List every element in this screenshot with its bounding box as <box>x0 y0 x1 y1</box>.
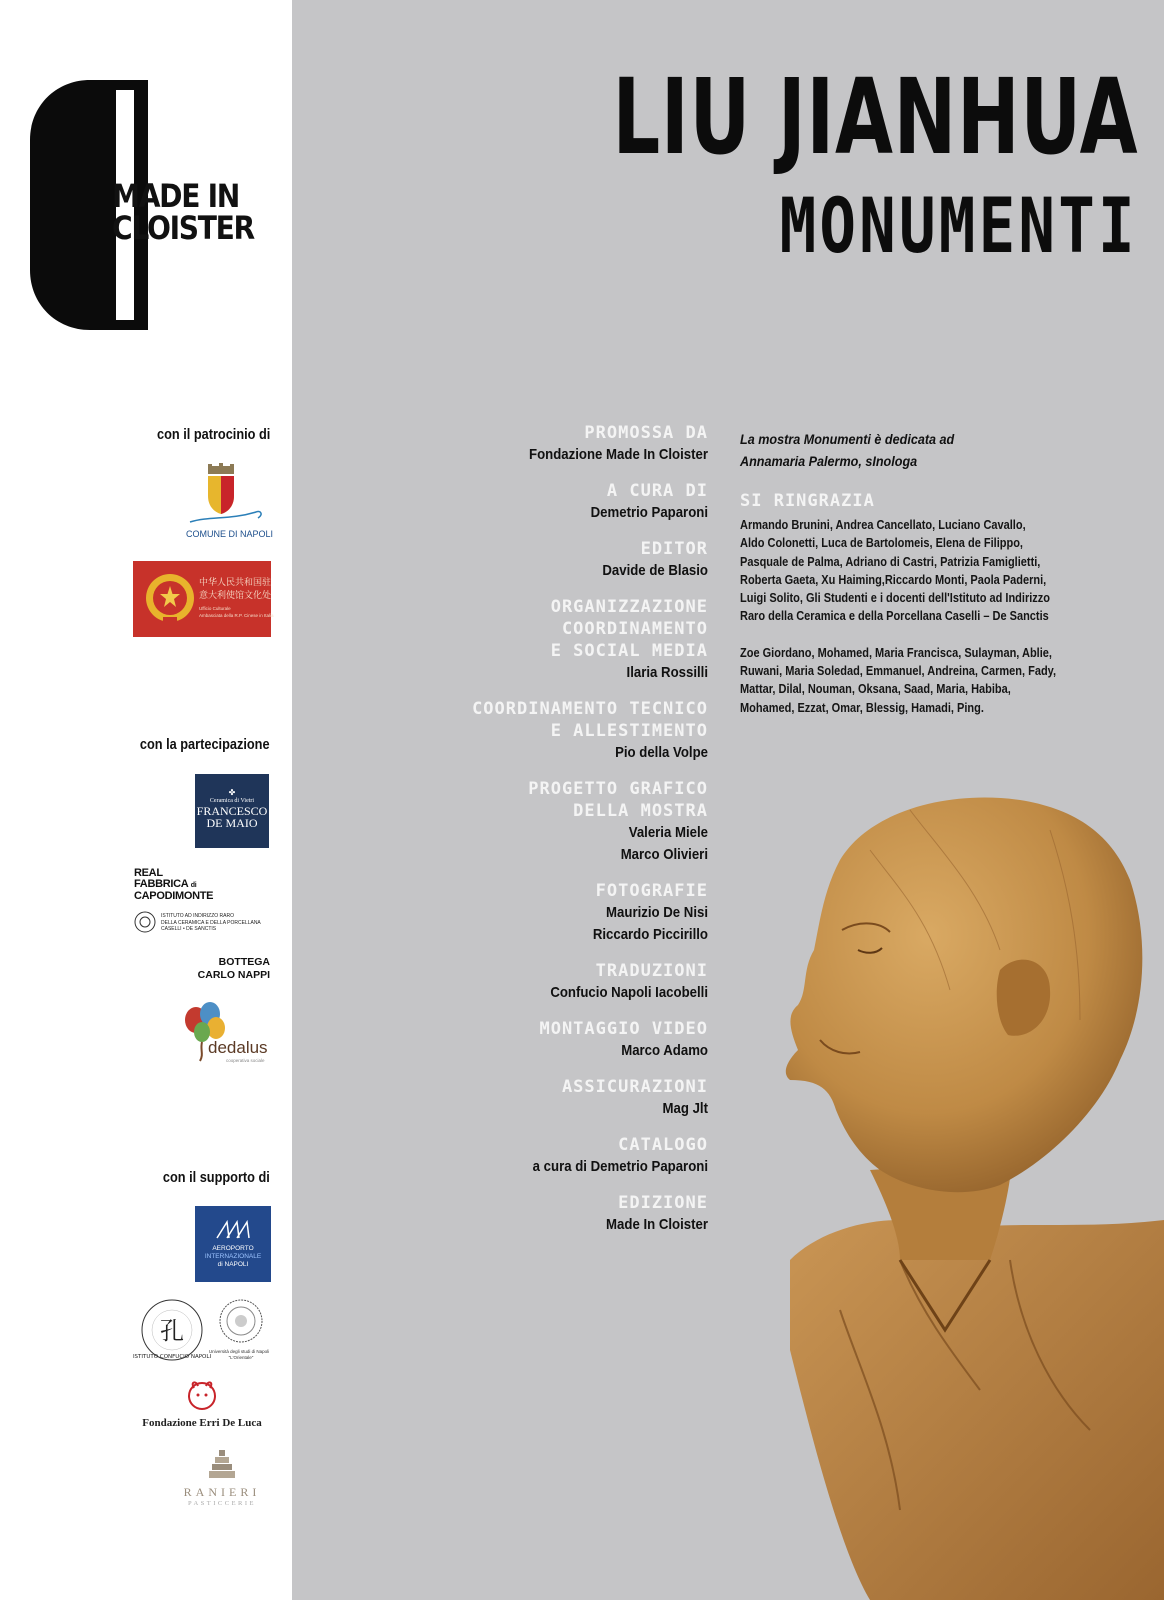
credit-block <box>378 1192 708 1236</box>
dedalus-sub: cooperativa sociale <box>226 1058 265 1063</box>
consulate-line-2: 意大利使馆文化处 <box>199 591 272 601</box>
istituto-seal-icon <box>134 911 156 933</box>
credit-block <box>378 422 708 466</box>
artist-title: LIU JIANHUA <box>612 56 1138 178</box>
credit-name: Ilaria Rossilli <box>626 664 708 681</box>
thanks-title: SI RINGRAZIA <box>740 491 875 511</box>
credit-name: a cura di Demetrio Paparoni <box>532 1158 708 1175</box>
credit-block <box>378 1018 708 1062</box>
credit-name: Pio della Volpe <box>615 744 708 761</box>
dedalus-logo <box>180 1000 274 1068</box>
support-label: con il supporto di <box>163 1169 270 1186</box>
erri-label: Fondazione Erri De Luca <box>142 1417 262 1429</box>
capodimonte-line-2: FABBRICA <box>134 878 189 890</box>
bottega-carlo-nappi-logo <box>198 956 270 982</box>
credit-block <box>378 538 708 582</box>
credit-role: CATALOGO <box>618 1135 708 1155</box>
bottega-line-1: BOTTEGA <box>218 956 270 968</box>
credit-name: Demetrio Paparoni <box>590 504 708 521</box>
dedication-line-1: La mostra Monumenti è dedicata ad <box>740 431 955 447</box>
logo-wordmark <box>112 177 254 247</box>
credit-role: EDIZIONE <box>618 1193 708 1213</box>
sidebar <box>0 0 292 1600</box>
thanks-paragraph-1: Armando Brunini, Andrea Cancellato, Luciano Cavallo, Aldo Colonetti, Luca de Bartolomeis, Elena de Filippo, Pasquale de Palma, Adriano di Castri, Patrizia Famiglietti, Roberta Gaeta, Xu Haiming,Riccardo Monti, Paola Paderni, Luigi Solito, Gli Studenti e i docenti dell'Istituto ad Indirizzo Raro della Ceramica e della Porcellana Caselli – De Sanctis <box>740 518 1051 624</box>
consulate-line-1: 中华人民共和国驻 <box>199 578 272 588</box>
comune-caption: COMUNE DI NAPOLI <box>186 529 274 539</box>
credit-name: Davide de Blasio <box>602 562 708 579</box>
credit-name: Mag Jlt <box>662 1100 708 1117</box>
participation-label: con la partecipazione <box>140 736 270 753</box>
dedalus-name: dedalus <box>208 1038 268 1057</box>
aeroporto-line-1: AEROPORTO <box>212 1245 254 1252</box>
credit-name: Made In Cloister <box>606 1216 708 1233</box>
demaio-line-3: DE MAIO <box>206 816 258 830</box>
fondazione-erri-de-luca-logo <box>130 1378 274 1428</box>
right-column <box>740 428 1160 717</box>
credit-name: Marco Adamo <box>621 1042 708 1059</box>
airport-wave-icon <box>213 1220 253 1240</box>
credit-role: EDITOR <box>640 539 708 559</box>
dot-ornament-icon: ✤ <box>228 788 236 797</box>
credit-role: TRADUZIONI <box>595 961 708 981</box>
aeroporto-line-3: di NAPOLI <box>217 1261 249 1268</box>
demaio-line-2: FRANCESCO <box>196 804 268 818</box>
istituto-line-3: CASELLI • DE SANCTIS <box>161 926 217 932</box>
credit-block <box>378 880 708 946</box>
thanks-paragraph-2: Zoe Giordano, Mohamed, Maria Francisca, Sulayman, Ablie, Ruwani, Maria Soledad, Emmanuel, Andreina, Carmen, Fady, Mattar, Dilal, Nouman, Oksana, Saad, Maria, Habiba, Mohamed, Ezzat, Omar, Blessig, Hamadi, Ping. <box>740 645 1057 715</box>
china-emblem-icon <box>143 571 197 627</box>
dedication <box>740 428 1118 472</box>
consulate-logo <box>133 561 274 637</box>
credit-role: MONTAGGIO VIDEO <box>539 1019 708 1039</box>
comune-di-napoli-logo <box>186 462 274 542</box>
bottega-line-2: CARLO NAPPI <box>197 969 270 981</box>
exhibition-subtitle: MONUMENTI <box>779 181 1138 270</box>
credit-name: Fondazione Made In Cloister <box>529 446 708 463</box>
confucio-char: 孔 <box>160 1317 184 1345</box>
credit-name: Riccardo Piccirillo <box>592 926 708 943</box>
goat-icon <box>182 1378 222 1412</box>
credit-block <box>378 1134 708 1178</box>
credit-name: Confucio Napoli Iacobelli <box>550 984 708 1001</box>
aeroporto-line-2: INTERNAZIONALE <box>204 1253 262 1260</box>
cake-icon <box>207 1448 237 1480</box>
consulate-line-4: Ambasciata della R.P. Cinese in Italia <box>199 613 274 618</box>
credit-block <box>378 480 708 524</box>
credit-block <box>378 960 708 1004</box>
credit-role: PROGETTO GRAFICO DELLA MOSTRA <box>528 779 708 821</box>
ranieri-line-1: RANIERI <box>183 1485 261 1499</box>
confucio-seal-icon <box>132 1298 212 1362</box>
demaio-line-1: Ceramica di Vietri <box>209 798 255 804</box>
credit-role: A CURA DI <box>606 481 708 501</box>
credit-name: Valeria Miele <box>628 824 708 841</box>
capodimonte-line-3: CAPODIMONTE <box>134 890 214 902</box>
capodimonte-line-1: REAL <box>134 867 163 879</box>
credit-block <box>378 778 708 866</box>
logo-line-1: MADE IN <box>112 177 240 215</box>
istituto-line-1: ISTITUTO AD INDIRIZZO RARO <box>161 913 234 919</box>
ranieri-pasticcerie-logo <box>170 1448 274 1518</box>
credit-name: Maurizio De Nisi <box>606 904 708 921</box>
istituto-line-2: DELLA CERAMICA E DELLA PORCELLANA <box>161 919 261 926</box>
orientale-line-2: "L'Orientale" <box>228 1355 254 1360</box>
logo-line-2: CLOISTER <box>112 209 254 247</box>
ranieri-line-2: PASTICCERIE <box>187 1500 257 1507</box>
credit-role: ASSICURAZIONI <box>561 1077 708 1097</box>
credit-block <box>378 698 708 764</box>
credit-role: COORDINAMENTO TECNICO E ALLESTIMENTO <box>472 699 708 741</box>
credit-role: FOTOGRAFIE <box>595 881 708 901</box>
credit-role: ORGANIZZAZIONE COORDINAMENTO E SOCIAL MEDIA <box>550 597 708 661</box>
consulate-line-3: Ufficio Culturale <box>199 606 231 611</box>
istituto-confucio-logo <box>132 1298 212 1362</box>
confucio-ring-text: ISTITUTO CONFUCIO NAPOLI <box>132 1354 212 1360</box>
capodimonte-logo <box>134 868 274 936</box>
main-panel <box>292 0 1164 1600</box>
credit-name: Marco Olivieri <box>620 846 708 863</box>
sculpture-image <box>750 790 1164 1600</box>
aeroporto-napoli-logo <box>195 1206 271 1282</box>
napoli-crest-icon <box>186 462 270 528</box>
francesco-de-maio-logo <box>195 774 269 848</box>
patronage-label: con il patrocinio di <box>156 426 270 443</box>
credits-list <box>378 422 708 1250</box>
orientale-logo <box>205 1298 277 1362</box>
orientale-line-1: Università degli studi di Napoli <box>208 1349 270 1354</box>
credit-block <box>378 1076 708 1120</box>
orientale-seal-icon <box>218 1298 264 1344</box>
dedication-line-2: Annamaria Palermo, sInologa <box>740 453 918 469</box>
capodimonte-di: di <box>190 882 197 889</box>
credit-role: PROMOSSA DA <box>584 423 708 443</box>
credit-block <box>378 596 708 684</box>
